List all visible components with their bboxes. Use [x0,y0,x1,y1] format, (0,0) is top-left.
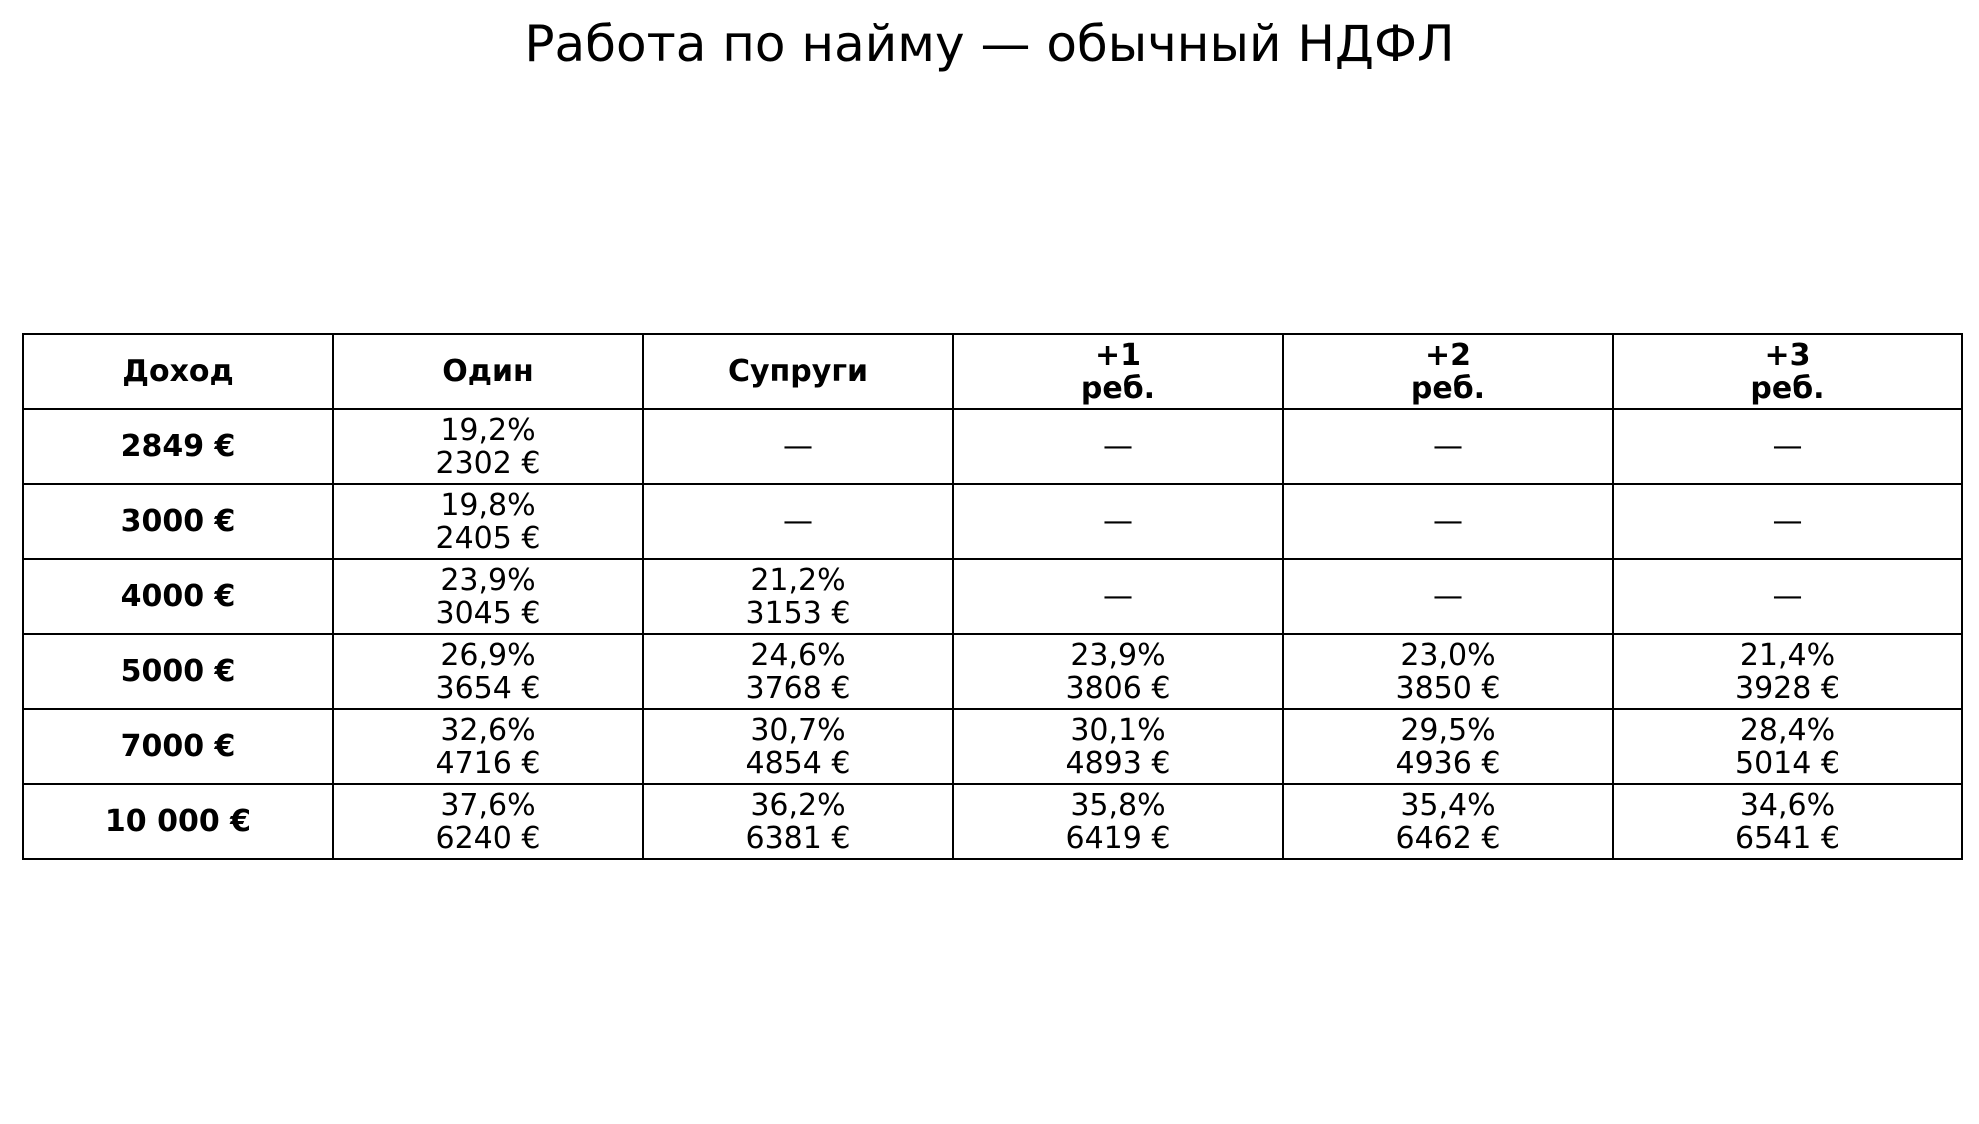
dash-text: — [1103,579,1133,614]
dash-text: — [1103,429,1133,464]
dash-text: — [1772,579,1803,614]
column-header [643,334,953,409]
dash-text: — [1433,579,1463,614]
tax-rate-text: 28,4% [1739,712,1836,748]
net-amount-text: 6381 € [745,820,851,856]
dash-text: — [1772,504,1803,539]
net-amount-text: 4716 € [435,745,541,781]
table-row [23,784,1962,859]
tax-rate-text: 24,6% [750,637,846,673]
table-cell [953,634,1283,709]
table-cell-empty [953,484,1283,559]
table-cell [333,409,643,484]
table-cell [953,784,1283,859]
table-cell-empty [953,559,1283,634]
table-cell-empty [1613,409,1962,484]
table-cell [1283,709,1613,784]
table-cell [333,709,643,784]
tax-table [22,333,1963,860]
table-cell [953,709,1283,784]
net-amount-text: 3045 € [435,595,541,631]
tax-rate-text: 34,6% [1739,787,1836,823]
tax-rate-text: 29,5% [1400,712,1496,748]
row-header-income: 4000 € [23,559,333,634]
table-row [23,484,1962,559]
column-header [1283,334,1613,409]
tax-rate-text: 26,9% [440,637,536,673]
table-cell-empty [1613,559,1962,634]
row-header-income: 5000 € [23,634,333,709]
net-amount-text: 2405 € [435,520,541,556]
table-header-row [23,334,1962,409]
net-amount-text: 3654 € [435,670,541,706]
table-cell [333,784,643,859]
net-amount-text: 5014 € [1735,745,1840,781]
net-amount-text: 3806 € [1065,670,1171,706]
tax-rate-text: 30,7% [750,712,846,748]
table-cell [1613,709,1962,784]
net-amount-text: 3928 € [1735,670,1840,706]
column-header-text: реб. [1750,370,1825,406]
net-amount-text: 4893 € [1065,745,1171,781]
table-row [23,409,1962,484]
net-amount-text: 6541 € [1735,820,1840,856]
table-cell [1613,784,1962,859]
table-cell [1613,634,1962,709]
column-header-text: реб. [1410,370,1486,406]
net-amount-text: 2302 € [435,445,541,481]
tax-rate-text: 37,6% [440,787,536,823]
table-cell [333,559,643,634]
table-cell-empty [1613,484,1962,559]
table-cell [643,784,953,859]
dash-text: — [1772,429,1803,464]
column-header-text: Доход [122,354,234,389]
column-header-text: Супруги [727,354,869,389]
table-row [23,634,1962,709]
tax-rate-text: 35,8% [1070,787,1166,823]
tax-rate-text: 35,4% [1400,787,1496,823]
tax-rate-text: 21,4% [1739,637,1836,673]
net-amount-text: 3153 € [745,595,851,631]
column-header [333,334,643,409]
table-cell [643,559,953,634]
table-row [23,709,1962,784]
tax-rate-text: 21,2% [750,562,846,598]
table-cell [643,709,953,784]
table-cell-empty [1283,409,1613,484]
dash-text: — [783,504,813,539]
tax-rate-text: 36,2% [750,787,846,823]
column-header-text: +2 [1424,337,1471,373]
row-header-income: 10 000 € [23,784,333,859]
column-header [1613,334,1962,409]
column-header-text: Один [442,354,534,389]
table-cell-empty [643,484,953,559]
column-header-text: +1 [1094,337,1141,373]
tax-rate-text: 30,1% [1070,712,1166,748]
row-header-income: 2849 € [23,409,333,484]
column-header [23,334,333,409]
table-row [23,559,1962,634]
table-cell [333,484,643,559]
column-header-text: +3 [1764,337,1811,373]
dash-text: — [1433,429,1463,464]
tax-rate-text: 23,9% [440,562,536,598]
column-header-text: реб. [1080,370,1156,406]
tax-rate-text: 23,0% [1400,637,1496,673]
net-amount-text: 3768 € [745,670,851,706]
tax-rate-text: 19,2% [440,412,536,448]
row-header-income: 7000 € [23,709,333,784]
chart-title: Работа по найму — обычный НДФЛ [524,15,1455,73]
table-cell-empty [1283,559,1613,634]
row-header-income: 3000 € [23,484,333,559]
net-amount-text: 4854 € [745,745,851,781]
tax-rate-text: 23,9% [1070,637,1166,673]
tax-rate-text: 19,8% [440,487,536,523]
dash-text: — [1103,504,1133,539]
net-amount-text: 6240 € [435,820,541,856]
net-amount-text: 6462 € [1395,820,1501,856]
tax-rate-text: 32,6% [440,712,536,748]
net-amount-text: 4936 € [1395,745,1501,781]
dash-text: — [1433,504,1463,539]
net-amount-text: 6419 € [1065,820,1171,856]
table-cell [333,634,643,709]
table-cell-empty [1283,484,1613,559]
table-body [23,409,1962,859]
dash-text: — [783,429,813,464]
table-cell-empty [953,409,1283,484]
table-cell-empty [643,409,953,484]
table-cell [643,634,953,709]
column-header [953,334,1283,409]
net-amount-text: 3850 € [1395,670,1501,706]
table-cell [1283,784,1613,859]
table-cell [1283,634,1613,709]
